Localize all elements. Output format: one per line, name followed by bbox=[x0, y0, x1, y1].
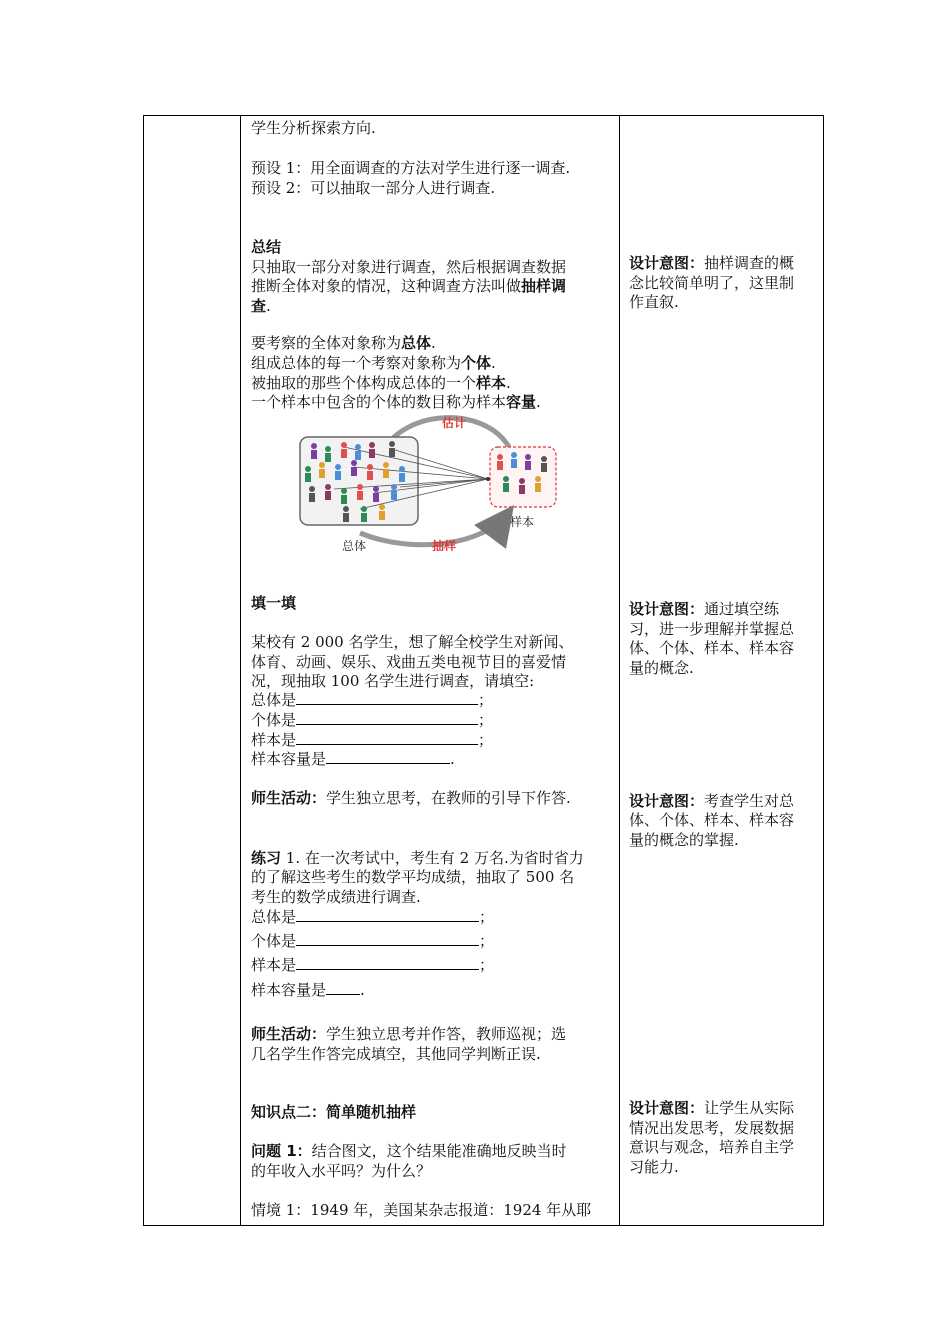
blank-individual: 个体是 ； bbox=[251, 932, 495, 950]
answer-blank[interactable] bbox=[296, 690, 478, 705]
knowledge-point-2: 知识点二：简单随机抽样 bbox=[251, 1103, 417, 1121]
column-divider bbox=[619, 116, 620, 1225]
blank-sample-size: 样本容量是 . bbox=[251, 750, 455, 768]
blank-sample: 样本是 ； bbox=[251, 956, 495, 974]
activity-2: 几名学生作答完成填空，其他同学判断正误. bbox=[251, 1045, 541, 1063]
design-note-1: 设计意图：抽样调查的概 bbox=[629, 254, 795, 272]
answer-blank[interactable] bbox=[326, 749, 450, 764]
design-note-3: 量的概念的掌握. bbox=[629, 831, 739, 849]
activity-2: 师生活动：学生独立思考并作答，教师巡视；选 bbox=[251, 1025, 567, 1043]
design-note-4: 意识与观念，培养自主学 bbox=[629, 1138, 795, 1156]
blank-individual: 个体是 ； bbox=[251, 711, 494, 729]
summary-line: 推断全体对象的情况，这种调查方法叫做抽样调 bbox=[251, 277, 567, 295]
design-note-4: 习能力. bbox=[629, 1158, 679, 1176]
design-note-1: 作直叙. bbox=[629, 293, 679, 311]
estimate-label: 估计 bbox=[442, 416, 467, 430]
answer-blank[interactable] bbox=[326, 980, 360, 995]
design-note-2: 体、个体、样本、样本容 bbox=[629, 639, 795, 657]
fill-question: 体育、动画、娱乐、戏曲五类电视节目的喜爱情 bbox=[251, 653, 567, 671]
summary-heading: 总结 bbox=[251, 238, 282, 256]
lesson-table bbox=[143, 115, 824, 1226]
question-1: 问题 1：结合图文，这个结果能准确地反映当时 bbox=[251, 1142, 567, 1160]
blank-population: 总体是 ； bbox=[251, 908, 495, 926]
convergence-point bbox=[486, 477, 490, 481]
design-note-2: 量的概念. bbox=[629, 659, 694, 677]
design-note-2: 习，进一步理解并掌握总 bbox=[629, 620, 795, 638]
question-1: 的年收入水平吗？为什么？ bbox=[251, 1162, 432, 1180]
preset-2: 预设 2：可以抽取一部分人进行调查. bbox=[251, 179, 496, 197]
design-note-4: 情况出发思考，发展数据 bbox=[629, 1119, 795, 1137]
answer-blank[interactable] bbox=[296, 955, 479, 970]
design-note-4: 设计意图：让学生从实际 bbox=[629, 1099, 795, 1117]
blank-population: 总体是 ； bbox=[251, 691, 494, 709]
answer-blank[interactable] bbox=[296, 710, 478, 725]
design-note-2: 设计意图：通过填空练 bbox=[629, 600, 780, 618]
summary-line: 只抽取一部分对象进行调查，然后根据调查数据 bbox=[251, 258, 567, 276]
column-divider bbox=[240, 116, 241, 1225]
summary-line: 查. bbox=[251, 297, 271, 315]
answer-blank[interactable] bbox=[296, 730, 478, 745]
definition-sample: 被抽取的那些个体构成总体的一个样本. bbox=[251, 374, 511, 392]
preset-1: 预设 1：用全面调查的方法对学生进行逐一调查. bbox=[251, 159, 571, 177]
design-note-1: 念比较简单明了，这里制 bbox=[629, 274, 795, 292]
fill-heading: 填一填 bbox=[251, 594, 297, 612]
answer-blank[interactable] bbox=[296, 907, 479, 922]
sampling-diagram bbox=[294, 409, 564, 551]
design-note-3: 设计意图：考查学生对总 bbox=[629, 792, 795, 810]
fill-question: 况，现抽取 100 名学生进行调查，请填空: bbox=[251, 672, 535, 690]
exercise-1: 考生的数学成绩进行调查. bbox=[251, 888, 421, 906]
exercise-1: 练习 1. 在一次考试中，考生有 2 万名.为省时省力 bbox=[251, 849, 584, 867]
definition-individual: 组成总体的每一个考察对象称为个体. bbox=[251, 354, 496, 372]
answer-blank[interactable] bbox=[296, 931, 479, 946]
population-label: 总体 bbox=[342, 539, 367, 551]
text-line: 学生分析探索方向. bbox=[251, 119, 376, 137]
sample-label: 样本 bbox=[510, 515, 535, 529]
fill-question: 某校有 2 000 名学生，想了解全校学生对新闻、 bbox=[251, 633, 574, 651]
definition-sample-size: 一个样本中包含的个体的数目称为样本容量. bbox=[251, 393, 541, 411]
sampling-label: 抽样 bbox=[432, 539, 457, 551]
blank-sample-size: 样本容量是 . bbox=[251, 981, 365, 999]
exercise-1: 的了解这些考生的数学平均成绩，抽取了 500 名 bbox=[251, 868, 575, 886]
blank-sample: 样本是 ； bbox=[251, 731, 494, 749]
activity-1: 师生活动：学生独立思考，在教师的引导下作答. bbox=[251, 789, 571, 807]
design-note-3: 体、个体、样本、样本容 bbox=[629, 811, 795, 829]
scenario-1: 情境 1：1949 年，美国某杂志报道：1924 年从耶 bbox=[251, 1201, 592, 1219]
definition-population: 要考察的全体对象称为总体. bbox=[251, 334, 436, 352]
